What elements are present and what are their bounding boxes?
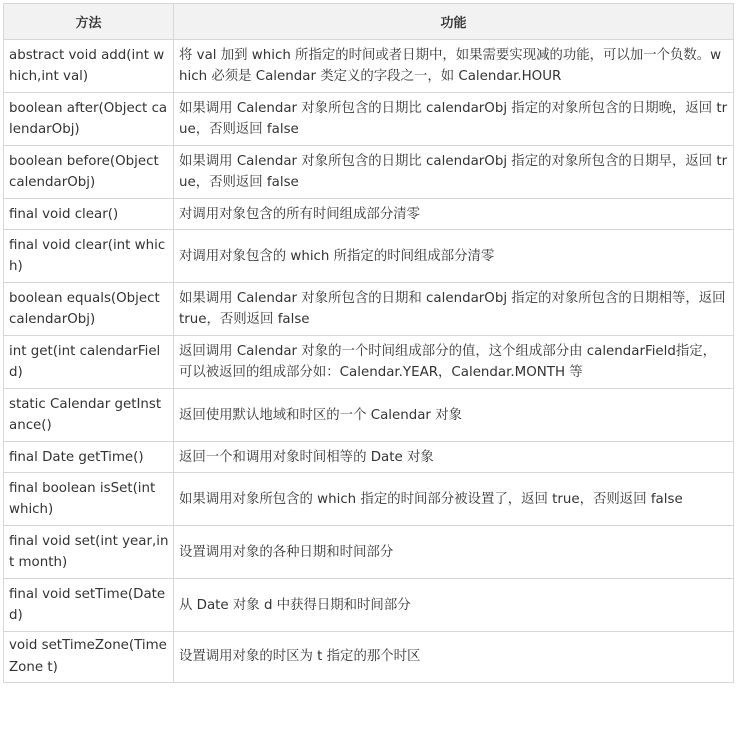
method-cell: boolean after(Object calendarObj) bbox=[4, 93, 174, 146]
method-cell: final Date getTime() bbox=[4, 442, 174, 473]
table-row bbox=[4, 632, 734, 683]
function-cell: 如果调用 Calendar 对象所包含的日期比 calendarObj 指定的对象所包含的日期早，返回 true，否则返回 false bbox=[174, 146, 734, 199]
function-cell: 如果调用 Calendar 对象所包含的日期比 calendarObj 指定的对象所包含的日期晚，返回 true，否则返回 false bbox=[174, 93, 734, 146]
function-cell: 如果调用对象所包含的 which 指定的时间部分被设置了，返回 true，否则返回 false bbox=[174, 473, 734, 526]
method-cell: boolean before(Object calendarObj) bbox=[4, 146, 174, 199]
method-cell: final void setTime(Date d) bbox=[4, 579, 174, 632]
function-cell: 对调用对象包含的所有时间组成部分清零 bbox=[174, 199, 734, 230]
function-cell: 从 Date 对象 d 中获得日期和时间部分 bbox=[174, 579, 734, 632]
table-row bbox=[4, 146, 734, 199]
function-cell: 如果调用 Calendar 对象所包含的日期和 calendarObj 指定的对象所包含的日期相等，返回 true，否则返回 false bbox=[174, 283, 734, 336]
function-cell: 返回调用 Calendar 对象的一个时间组成部分的值，这个组成部分由 calendarField指定，可以被返回的组成部分如：Calendar.YEAR，Calendar.MONTH 等 bbox=[174, 336, 734, 389]
table-row bbox=[4, 199, 734, 230]
method-cell: final boolean isSet(int which) bbox=[4, 473, 174, 526]
method-cell: final void clear() bbox=[4, 199, 174, 230]
header-method: 方法 bbox=[4, 4, 174, 40]
method-cell: void setTimeZone(TimeZone t) bbox=[4, 632, 174, 683]
method-cell: static Calendar getInstance() bbox=[4, 389, 174, 442]
table-row bbox=[4, 93, 734, 146]
table-row bbox=[4, 389, 734, 442]
table-row bbox=[4, 40, 734, 93]
header-function: 功能 bbox=[174, 4, 734, 40]
method-cell: int get(int calendarField) bbox=[4, 336, 174, 389]
method-cell: abstract void add(int which,int val) bbox=[4, 40, 174, 93]
function-cell: 返回使用默认地域和时区的一个 Calendar 对象 bbox=[174, 389, 734, 442]
table-row bbox=[4, 442, 734, 473]
table-row bbox=[4, 230, 734, 283]
function-cell: 返回一个和调用对象时间相等的 Date 对象 bbox=[174, 442, 734, 473]
function-cell: 设置调用对象的各种日期和时间部分 bbox=[174, 526, 734, 579]
table-row bbox=[4, 473, 734, 526]
function-cell: 设置调用对象的时区为 t 指定的那个时区 bbox=[174, 632, 734, 683]
calendar-methods-table bbox=[3, 3, 734, 683]
table-row bbox=[4, 526, 734, 579]
method-cell: boolean equals(Object calendarObj) bbox=[4, 283, 174, 336]
table-header-row bbox=[4, 4, 734, 40]
method-cell: final void clear(int which) bbox=[4, 230, 174, 283]
method-cell: final void set(int year,int month) bbox=[4, 526, 174, 579]
table-row bbox=[4, 283, 734, 336]
function-cell: 将 val 加到 which 所指定的时间或者日期中，如果需要实现减的功能，可以加一个负数。which 必须是 Calendar 类定义的字段之一，如 Calendar.HOUR bbox=[174, 40, 734, 93]
table-row bbox=[4, 336, 734, 389]
table-row bbox=[4, 579, 734, 632]
function-cell: 对调用对象包含的 which 所指定的时间组成部分清零 bbox=[174, 230, 734, 283]
